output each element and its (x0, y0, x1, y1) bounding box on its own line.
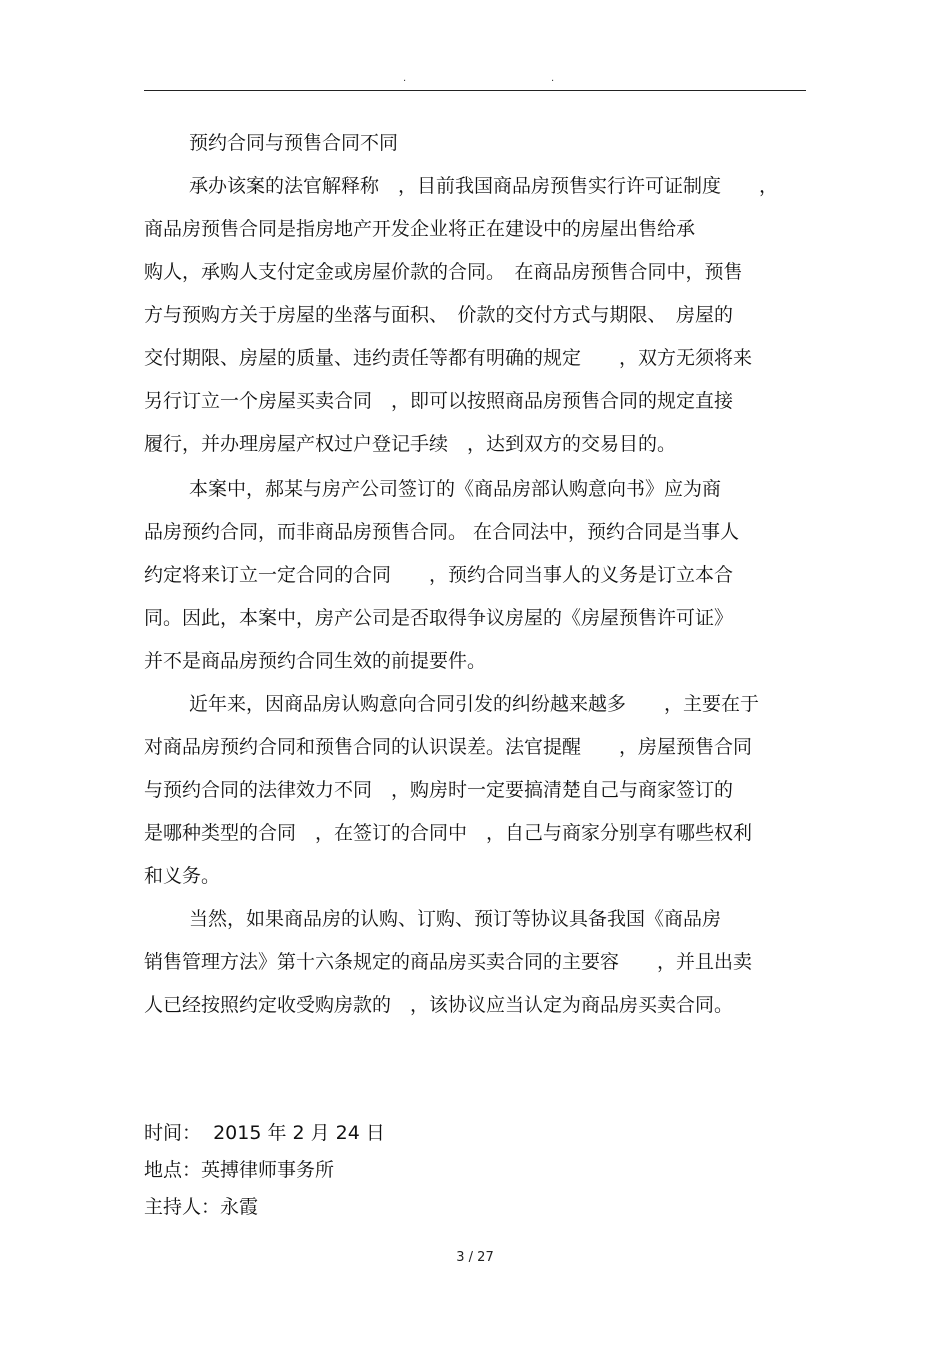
body-line: 与预约合同的法律效力不同 ，购房时一定要搞清楚自己与商家签订的 (144, 779, 734, 801)
page-header (0, 74, 950, 84)
body-line: 承办该案的法官解释称 ，目前我国商品房预售实行许可证制度 ， (189, 175, 779, 197)
header-dot-right: . (551, 73, 555, 84)
body-line: 方与预购方关于房屋的坐落与面积、 价款的交付方式与期限、 房屋的 (144, 304, 734, 326)
header-rule (144, 90, 806, 91)
body-line: 当然，如果商品房的认购、订购、预订等协议具备我国《商品房 (189, 908, 722, 930)
body-line: 同。因此，本案中，房产公司是否取得争议房屋的《房屋预售许可证》 (144, 607, 734, 629)
meeting-location: 地点：英搏律师事务所 (144, 1159, 335, 1181)
body-line: 交付期限、房屋的质量、违约责任等都有明确的规定 ，双方无须将来 (144, 347, 753, 369)
body-line: 并不是商品房预约合同生效的前提要件。 (144, 650, 487, 672)
body-line: 另行订立一个房屋买卖合同 ，即可以按照商品房预售合同的规定直接 (144, 390, 734, 412)
meeting-host: 主持人：永霞 (144, 1196, 259, 1218)
body-line: 约定将来订立一定合同的合同 ，预约合同当事人的义务是订立本合 (144, 564, 734, 586)
body-line: 近年来，因商品房认购意向合同引发的纠纷越来越多 ，主要在于 (189, 693, 760, 715)
body-line: 是哪种类型的合同 ，在签订的合同中 ，自己与商家分别享有哪些权利 (144, 822, 753, 844)
meeting-time: 时间： 2015 年 2 月 24 日 (144, 1122, 385, 1144)
body-line: 履行，并办理房屋产权过户登记手续 ，达到双方的交易目的。 (144, 433, 677, 455)
page-number: 3 / 27 (456, 1250, 494, 1265)
body-line: 和义务。 (144, 865, 221, 887)
body-line: 销售管理方法》第十六条规定的商品房买卖合同的主要容 ，并且出卖 (144, 951, 753, 973)
body-line: 本案中，郝某与房产公司签订的《商品房部认购意向书》应为商 (189, 478, 722, 500)
body-line: 品房预约合同，而非商品房预售合同。 在合同法中，预约合同是当事人 (144, 521, 740, 543)
section-heading: 预约合同与预售合同不同 (189, 132, 399, 154)
body-line: 商品房预售合同是指房地产开发企业将正在建设中的房屋出售给承 (144, 218, 696, 240)
body-line: 人已经按照约定收受购房款的 ，该协议应当认定为商品房买卖合同。 (144, 994, 734, 1016)
header-dot-left: . (403, 73, 407, 84)
body-line: 对商品房预约合同和预售合同的认识误差。法官提醒 ，房屋预售合同 (144, 736, 753, 758)
body-line: 购人，承购人支付定金或房屋价款的合同。 在商品房预售合同中，预售 (144, 261, 743, 283)
